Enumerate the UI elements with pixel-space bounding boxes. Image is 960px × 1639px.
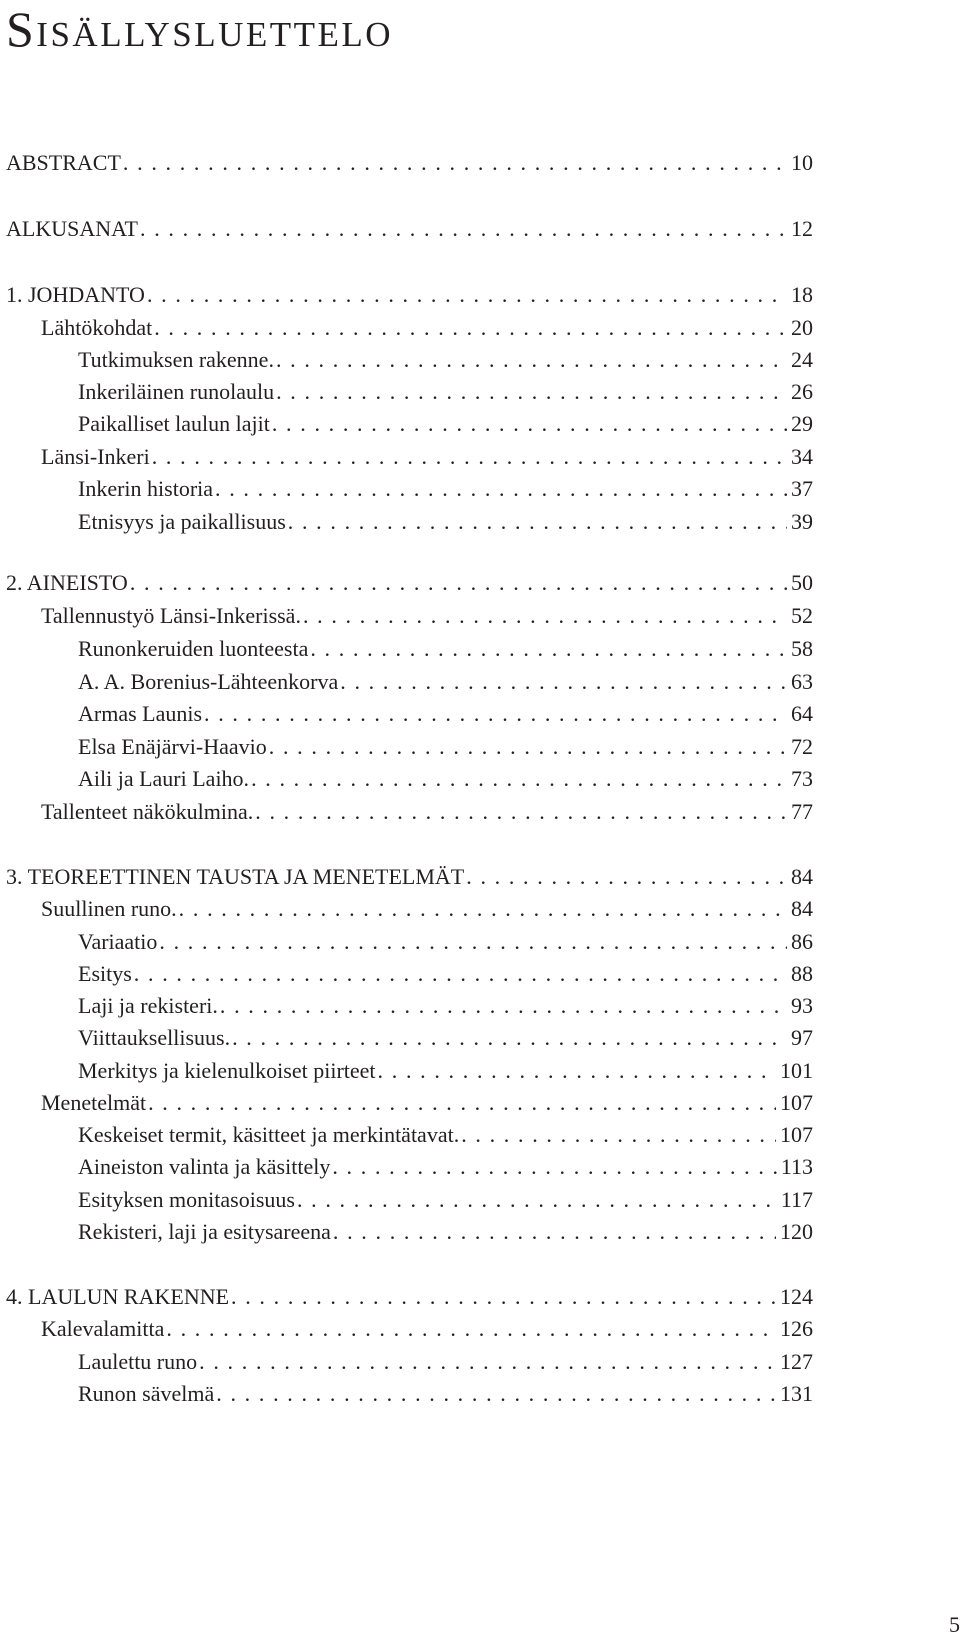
toc-entry[interactable] xyxy=(41,601,813,631)
toc-entry-page: 131 xyxy=(780,1381,813,1406)
toc-entry-label: Inkeriläinen runolaulu xyxy=(78,379,275,404)
toc-entry-page: 127 xyxy=(780,1349,813,1374)
toc-entry-label: 3. TEOREETTINEN TAUSTA JA MENETELMÄT xyxy=(6,864,465,889)
toc-entry[interactable] xyxy=(78,959,813,989)
toc-entry[interactable] xyxy=(78,634,813,664)
toc-entry[interactable] xyxy=(78,699,813,729)
toc-entry-page: 26 xyxy=(791,379,813,404)
toc-entry[interactable] xyxy=(6,214,813,244)
toc-entry[interactable] xyxy=(78,507,813,537)
toc-entry[interactable] xyxy=(41,894,813,924)
toc-entry-page: 88 xyxy=(791,961,813,986)
toc-entry-label: Runonkeruiden luonteesta xyxy=(78,636,309,661)
toc-entry-page: 113 xyxy=(780,1154,813,1179)
toc-entry[interactable] xyxy=(78,1056,813,1086)
toc-entry[interactable] xyxy=(6,280,813,310)
toc-entry[interactable] xyxy=(6,1282,813,1312)
toc-entry-label: Elsa Enäjärvi-Haavio xyxy=(78,734,267,759)
toc-entry-page: 63 xyxy=(791,669,813,694)
dot-leader xyxy=(230,1023,787,1053)
dot-leader xyxy=(229,1282,776,1312)
dot-leader xyxy=(274,345,787,375)
toc-entry-page: 124 xyxy=(780,1284,813,1309)
toc-entry-label: Armas Launis xyxy=(78,701,203,726)
dot-leader xyxy=(152,313,787,343)
toc-entry-page: 97 xyxy=(791,1025,813,1050)
toc-entry[interactable] xyxy=(78,732,813,762)
toc-entry-label: Variaatio xyxy=(78,929,158,954)
dot-leader xyxy=(213,474,787,504)
toc-entry[interactable] xyxy=(78,667,813,697)
toc-entry-page: 86 xyxy=(791,929,813,954)
toc-entry-page: 39 xyxy=(791,509,813,534)
toc-entry-page: 107 xyxy=(780,1090,813,1115)
toc-entry[interactable] xyxy=(78,764,813,794)
toc-entry[interactable] xyxy=(78,1379,813,1409)
toc-entry-label: Kalevalamitta xyxy=(41,1316,165,1341)
toc-entry-page: 84 xyxy=(791,864,813,889)
toc-entry-page: 12 xyxy=(791,216,813,241)
toc-entry-page: 29 xyxy=(791,411,813,436)
toc-entry-label: Esitys xyxy=(78,961,132,986)
dot-leader xyxy=(157,927,787,957)
toc-entry-label: Lähtökohdat xyxy=(41,315,153,340)
dot-leader xyxy=(270,409,787,439)
toc-entry-label: Merkitys ja kielenulkoiset piirteet xyxy=(78,1058,376,1083)
toc-entry-label: Etnisyys ja paikallisuus xyxy=(78,509,286,534)
toc-entry-page: 50 xyxy=(791,570,813,595)
dot-leader xyxy=(145,280,787,310)
toc-entry-page: 18 xyxy=(791,282,813,307)
dot-leader xyxy=(464,862,787,892)
toc-entry-page: 72 xyxy=(791,734,813,759)
toc-entry[interactable] xyxy=(78,1347,813,1377)
toc-entry-page: 37 xyxy=(791,476,813,501)
toc-entry-label: Tutkimuksen rakenne. xyxy=(78,347,274,372)
dot-leader xyxy=(308,634,787,664)
dot-leader xyxy=(150,442,787,472)
dot-leader xyxy=(376,1056,776,1086)
toc-entry[interactable] xyxy=(78,1120,813,1150)
toc-entry-label: 4. LAULUN RAKENNE xyxy=(6,1284,230,1309)
toc-entry[interactable] xyxy=(78,474,813,504)
toc-entry-label: Keskeiset termit, käsitteet ja merkintätavat. xyxy=(78,1122,460,1147)
toc-entry[interactable] xyxy=(41,313,813,343)
toc-entry-page: 58 xyxy=(791,636,813,661)
dot-leader xyxy=(338,667,787,697)
toc-entry[interactable] xyxy=(6,148,813,178)
toc-entry-label: Paikalliset laulun lajit xyxy=(78,411,270,436)
toc-entry-label: Inkerin historia xyxy=(78,476,214,501)
dot-leader xyxy=(295,1185,777,1215)
dot-leader xyxy=(267,732,787,762)
toc-entry-label: Viittauksellisuus. xyxy=(78,1025,231,1050)
toc-entry-label: Laulettu runo xyxy=(78,1349,198,1374)
toc-entry[interactable] xyxy=(41,1088,813,1118)
dot-leader xyxy=(146,1088,776,1118)
toc-entry-label: Esityksen monitasoisuus xyxy=(78,1187,295,1212)
toc-entry[interactable] xyxy=(78,1152,813,1182)
toc-entry-page: 77 xyxy=(791,799,813,824)
toc-entry-label: Rekisteri, laji ja esitysareena xyxy=(78,1219,331,1244)
dot-leader xyxy=(197,1347,776,1377)
toc-entry-label: ALKUSANAT xyxy=(6,216,138,241)
dot-leader xyxy=(132,959,787,989)
toc-entry-page: 117 xyxy=(780,1187,813,1212)
toc-entry-page: 34 xyxy=(791,444,813,469)
toc-entry-page: 24 xyxy=(791,347,813,372)
toc-entry[interactable] xyxy=(41,442,813,472)
dot-leader xyxy=(121,148,787,178)
toc-entry-page: 73 xyxy=(791,766,813,791)
dot-leader xyxy=(286,507,787,537)
dot-leader xyxy=(459,1120,776,1150)
toc-entry-label: 2. AINEISTO xyxy=(6,570,128,595)
toc-entry-page: 20 xyxy=(791,315,813,340)
toc-entry[interactable] xyxy=(6,568,813,598)
toc-entry[interactable] xyxy=(78,345,813,375)
toc-entry-label: Laji ja rekisteri. xyxy=(78,993,218,1018)
toc-entry-page: 10 xyxy=(791,150,813,175)
toc-entry-page: 101 xyxy=(780,1058,813,1083)
toc-entry-page: 52 xyxy=(791,603,813,628)
toc-entry-page: 120 xyxy=(780,1219,813,1244)
dot-leader xyxy=(164,1314,776,1344)
toc-entry[interactable] xyxy=(78,1185,813,1215)
toc-entry-label: Suullinen runo. xyxy=(41,896,177,921)
toc-entry-label: Tallennustyö Länsi-Inkerissä. xyxy=(41,603,301,628)
dot-leader xyxy=(249,764,787,794)
toc-entry-label: Menetelmät xyxy=(41,1090,147,1115)
toc-entry[interactable] xyxy=(78,927,813,957)
dot-leader xyxy=(331,1217,776,1247)
dot-leader xyxy=(253,797,787,827)
toc-entry-label: Runon sävelmä xyxy=(78,1381,215,1406)
toc-entry-label: 1. JOHDANTO xyxy=(6,282,145,307)
toc-entry[interactable] xyxy=(78,1217,813,1247)
dot-leader xyxy=(330,1152,776,1182)
toc-entry-label: Länsi-Inkeri xyxy=(41,444,150,469)
dot-leader xyxy=(128,568,787,598)
toc-entry-page: 126 xyxy=(780,1316,813,1341)
toc-entry[interactable] xyxy=(78,377,813,407)
toc-entry-page: 93 xyxy=(791,993,813,1018)
toc-entry-page: 107 xyxy=(780,1122,813,1147)
toc-entry-label: Aineiston valinta ja käsittely xyxy=(78,1154,331,1179)
toc-entry[interactable] xyxy=(78,409,813,439)
toc-entry-page: 64 xyxy=(791,701,813,726)
toc-entry-label: A. A. Borenius-Lähteenkorva xyxy=(78,669,339,694)
toc-entry[interactable] xyxy=(6,862,813,892)
toc-entry-label: Tallenteet näkökulmina. xyxy=(41,799,254,824)
toc-entry[interactable] xyxy=(78,991,813,1021)
page-title: Sisällysluettelo xyxy=(6,1,394,57)
toc-entry-page: 84 xyxy=(791,896,813,921)
toc-entry-label: Aili ja Lauri Laiho. xyxy=(78,766,250,791)
toc-entry-label: ABSTRACT xyxy=(6,150,121,175)
page-number: 5 xyxy=(949,1612,960,1637)
dot-leader xyxy=(218,991,787,1021)
dot-leader xyxy=(138,214,787,244)
dot-leader xyxy=(274,377,787,407)
toc-entry[interactable] xyxy=(41,1314,813,1344)
dot-leader xyxy=(301,601,787,631)
toc-entry[interactable] xyxy=(41,797,813,827)
toc-entry[interactable] xyxy=(78,1023,813,1053)
dot-leader xyxy=(202,699,787,729)
dot-leader xyxy=(177,894,787,924)
dot-leader xyxy=(214,1379,776,1409)
